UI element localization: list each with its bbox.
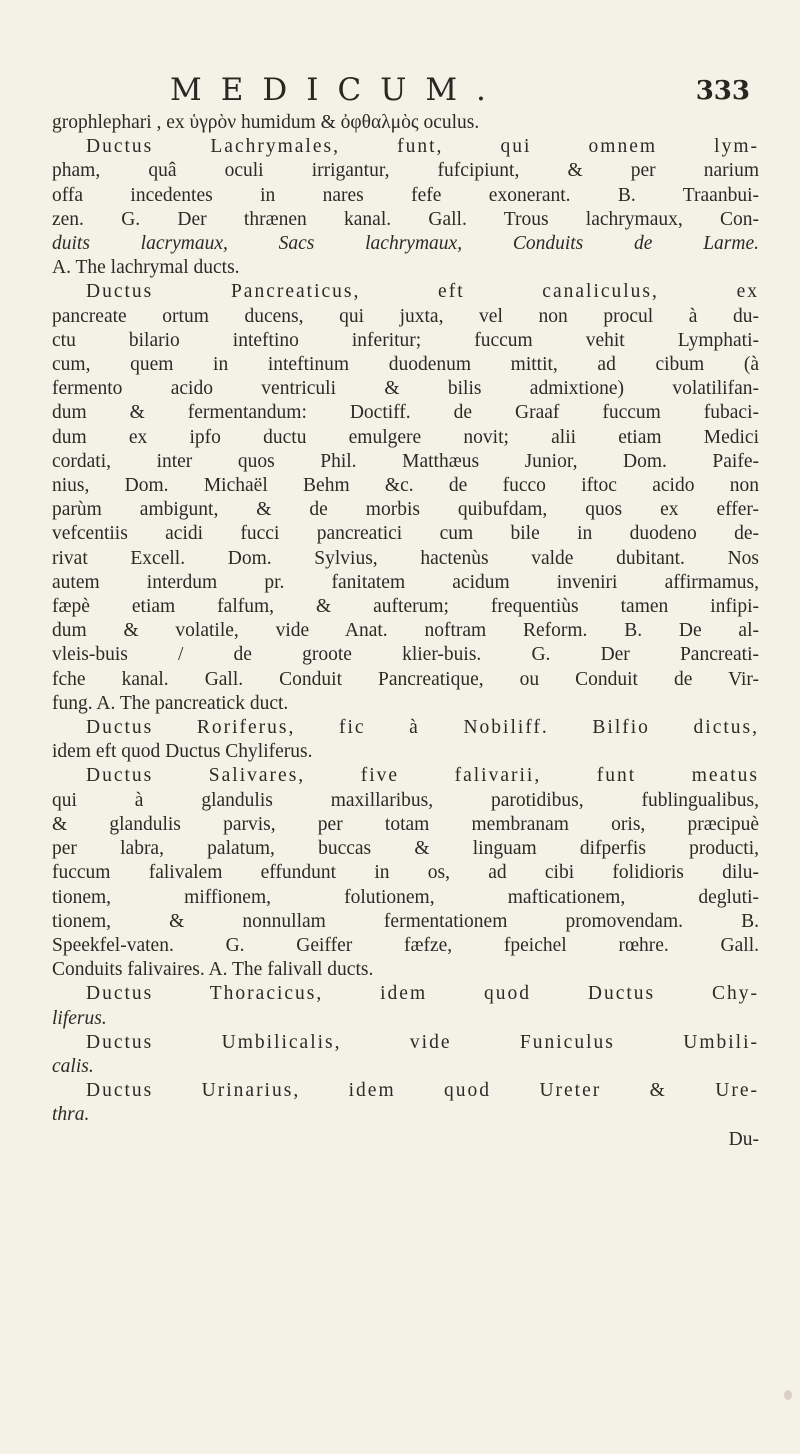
text-line: fermento acido ventriculi & bilis admixtione) volatilifan- xyxy=(52,378,759,400)
text-line: Ductus Lachrymales, funt, qui omnem lym- xyxy=(86,136,759,158)
text-line: dum ex ipfo ductu emulgere novit; alii etiam Medici xyxy=(52,426,759,448)
entry-ductus-pancreaticus xyxy=(52,280,759,716)
entry-ductus-roriferus xyxy=(52,716,759,764)
text-line: thra. xyxy=(52,1104,90,1126)
text-line: fche kanal. Gall. Conduit Pancreatique, ou Conduit de Vir- xyxy=(52,668,759,690)
catchword xyxy=(52,1128,759,1152)
entry-ductus-urinarius xyxy=(52,1079,759,1127)
text-line: idem eft quod Ductus Chyliferus. xyxy=(52,741,313,763)
text-line: Ductus Umbilicalis, vide Funiculus Umbili- xyxy=(86,1031,759,1053)
text-line: dum & fermentandum: Doctiff. de Graaf fuccum fubaci- xyxy=(52,402,759,424)
text-line: autem interdum pr. fanitatem acidum inveniri affirmamus, xyxy=(52,571,759,593)
text-line: fung. A. The pancreatick duct. xyxy=(52,692,289,714)
page-number: 333 xyxy=(695,76,750,106)
text-line: calis. xyxy=(52,1055,94,1077)
text-line: Ductus Pancreaticus, eft canaliculus, ex xyxy=(86,281,759,303)
text-line: tionem, miffionem, folutionem, mafticationem, degluti- xyxy=(52,886,759,908)
text-line: qui à glandulis maxillaribus, parotidibus, fublingualibus, xyxy=(52,789,759,811)
text-line: grophlephari , ex ὑγρὸν humidum & ὀφθαλμὸς oculus. xyxy=(52,112,480,133)
text-line: Ductus Thoracicus, idem quod Ductus Chy- xyxy=(86,983,759,1005)
text-line: zen. G. Der thrænen kanal. Gall. Trous lachrymaux, Con- xyxy=(52,208,759,230)
running-head: MEDICUM. xyxy=(170,72,505,108)
text-line: Ductus Salivares, five falivarii, funt meatus xyxy=(86,765,759,787)
page-header xyxy=(0,72,800,112)
dictionary-text xyxy=(52,111,759,1152)
entry-ductus-salivares xyxy=(52,764,759,982)
text-line: A. The lachrymal ducts. xyxy=(52,257,240,279)
text-line: Conduits falivaires. A. The falivall ducts. xyxy=(52,959,374,981)
text-line: Speekfel-vaten. G. Geiffer fæfze, fpeichel rœhre. Gall. xyxy=(52,934,759,956)
catchword-text: Du- xyxy=(728,1128,759,1150)
paper-stain xyxy=(784,1390,792,1400)
text-line: Ductus Roriferus, fic à Nobiliff. Bilfio dictus, xyxy=(86,717,759,739)
text-line: per labra, palatum, buccas & linguam difperfis producti, xyxy=(52,838,759,860)
text-line: ctu bilario inteftino inferitur; fuccum vehit Lymphati- xyxy=(52,329,759,351)
text-line: cum, quem in inteftinum duodenum mittit, ad cibum (à xyxy=(52,354,759,376)
text-line: offa incedentes in nares fefe exonerant. B. Traanbui- xyxy=(52,184,759,206)
text-line: & glandulis parvis, per totam membranam oris, præcipuè xyxy=(52,813,759,835)
text-line: Ductus Urinarius, idem quod Ureter & Ure- xyxy=(86,1080,759,1102)
text-line: parùm ambigunt, & de morbis quibufdam, quos ex effer- xyxy=(52,499,759,521)
text-line: tionem, & nonnullam fermentationem promovendam. B. xyxy=(52,910,759,932)
text-line: cordati, inter quos Phil. Matthæus Junior, Dom. Paife- xyxy=(52,450,759,472)
text-line: fæpè etiam falfum, & aufterum; frequentiùs tamen infipi- xyxy=(52,596,759,618)
text-line: liferus. xyxy=(52,1007,107,1029)
text-line: fuccum falivalem effundunt in os, ad cibi folidioris dilu- xyxy=(52,862,759,884)
text-line: duits lacrymaux, Sacs lachrymaux, Conduits de Larme. xyxy=(52,233,759,255)
entry-graphlephari-end xyxy=(52,111,759,135)
text-line: vefcentiis acidi fucci pancreatici cum bile in duodeno de- xyxy=(52,523,759,545)
entry-ductus-lachrymales xyxy=(52,135,759,280)
text-line: vleis-buis / de groote klier-buis. G. Der Pancreati- xyxy=(52,644,759,666)
text-line: nius, Dom. Michaël Behm &c. de fucco iftoc acido non xyxy=(52,475,759,497)
entry-ductus-thoracicus xyxy=(52,982,759,1030)
text-line: pancreate ortum ducens, qui juxta, vel non procul à du- xyxy=(52,305,759,327)
text-line: dum & volatile, vide Anat. noftram Reform. B. De al- xyxy=(52,620,759,642)
entry-ductus-umbilicalis xyxy=(52,1031,759,1079)
text-line: rivat Excell. Dom. Sylvius, hactenùs valde dubitant. Nos xyxy=(52,547,759,569)
text-line: pham, quâ oculi irrigantur, fufcipiunt, & per narium xyxy=(52,160,759,182)
